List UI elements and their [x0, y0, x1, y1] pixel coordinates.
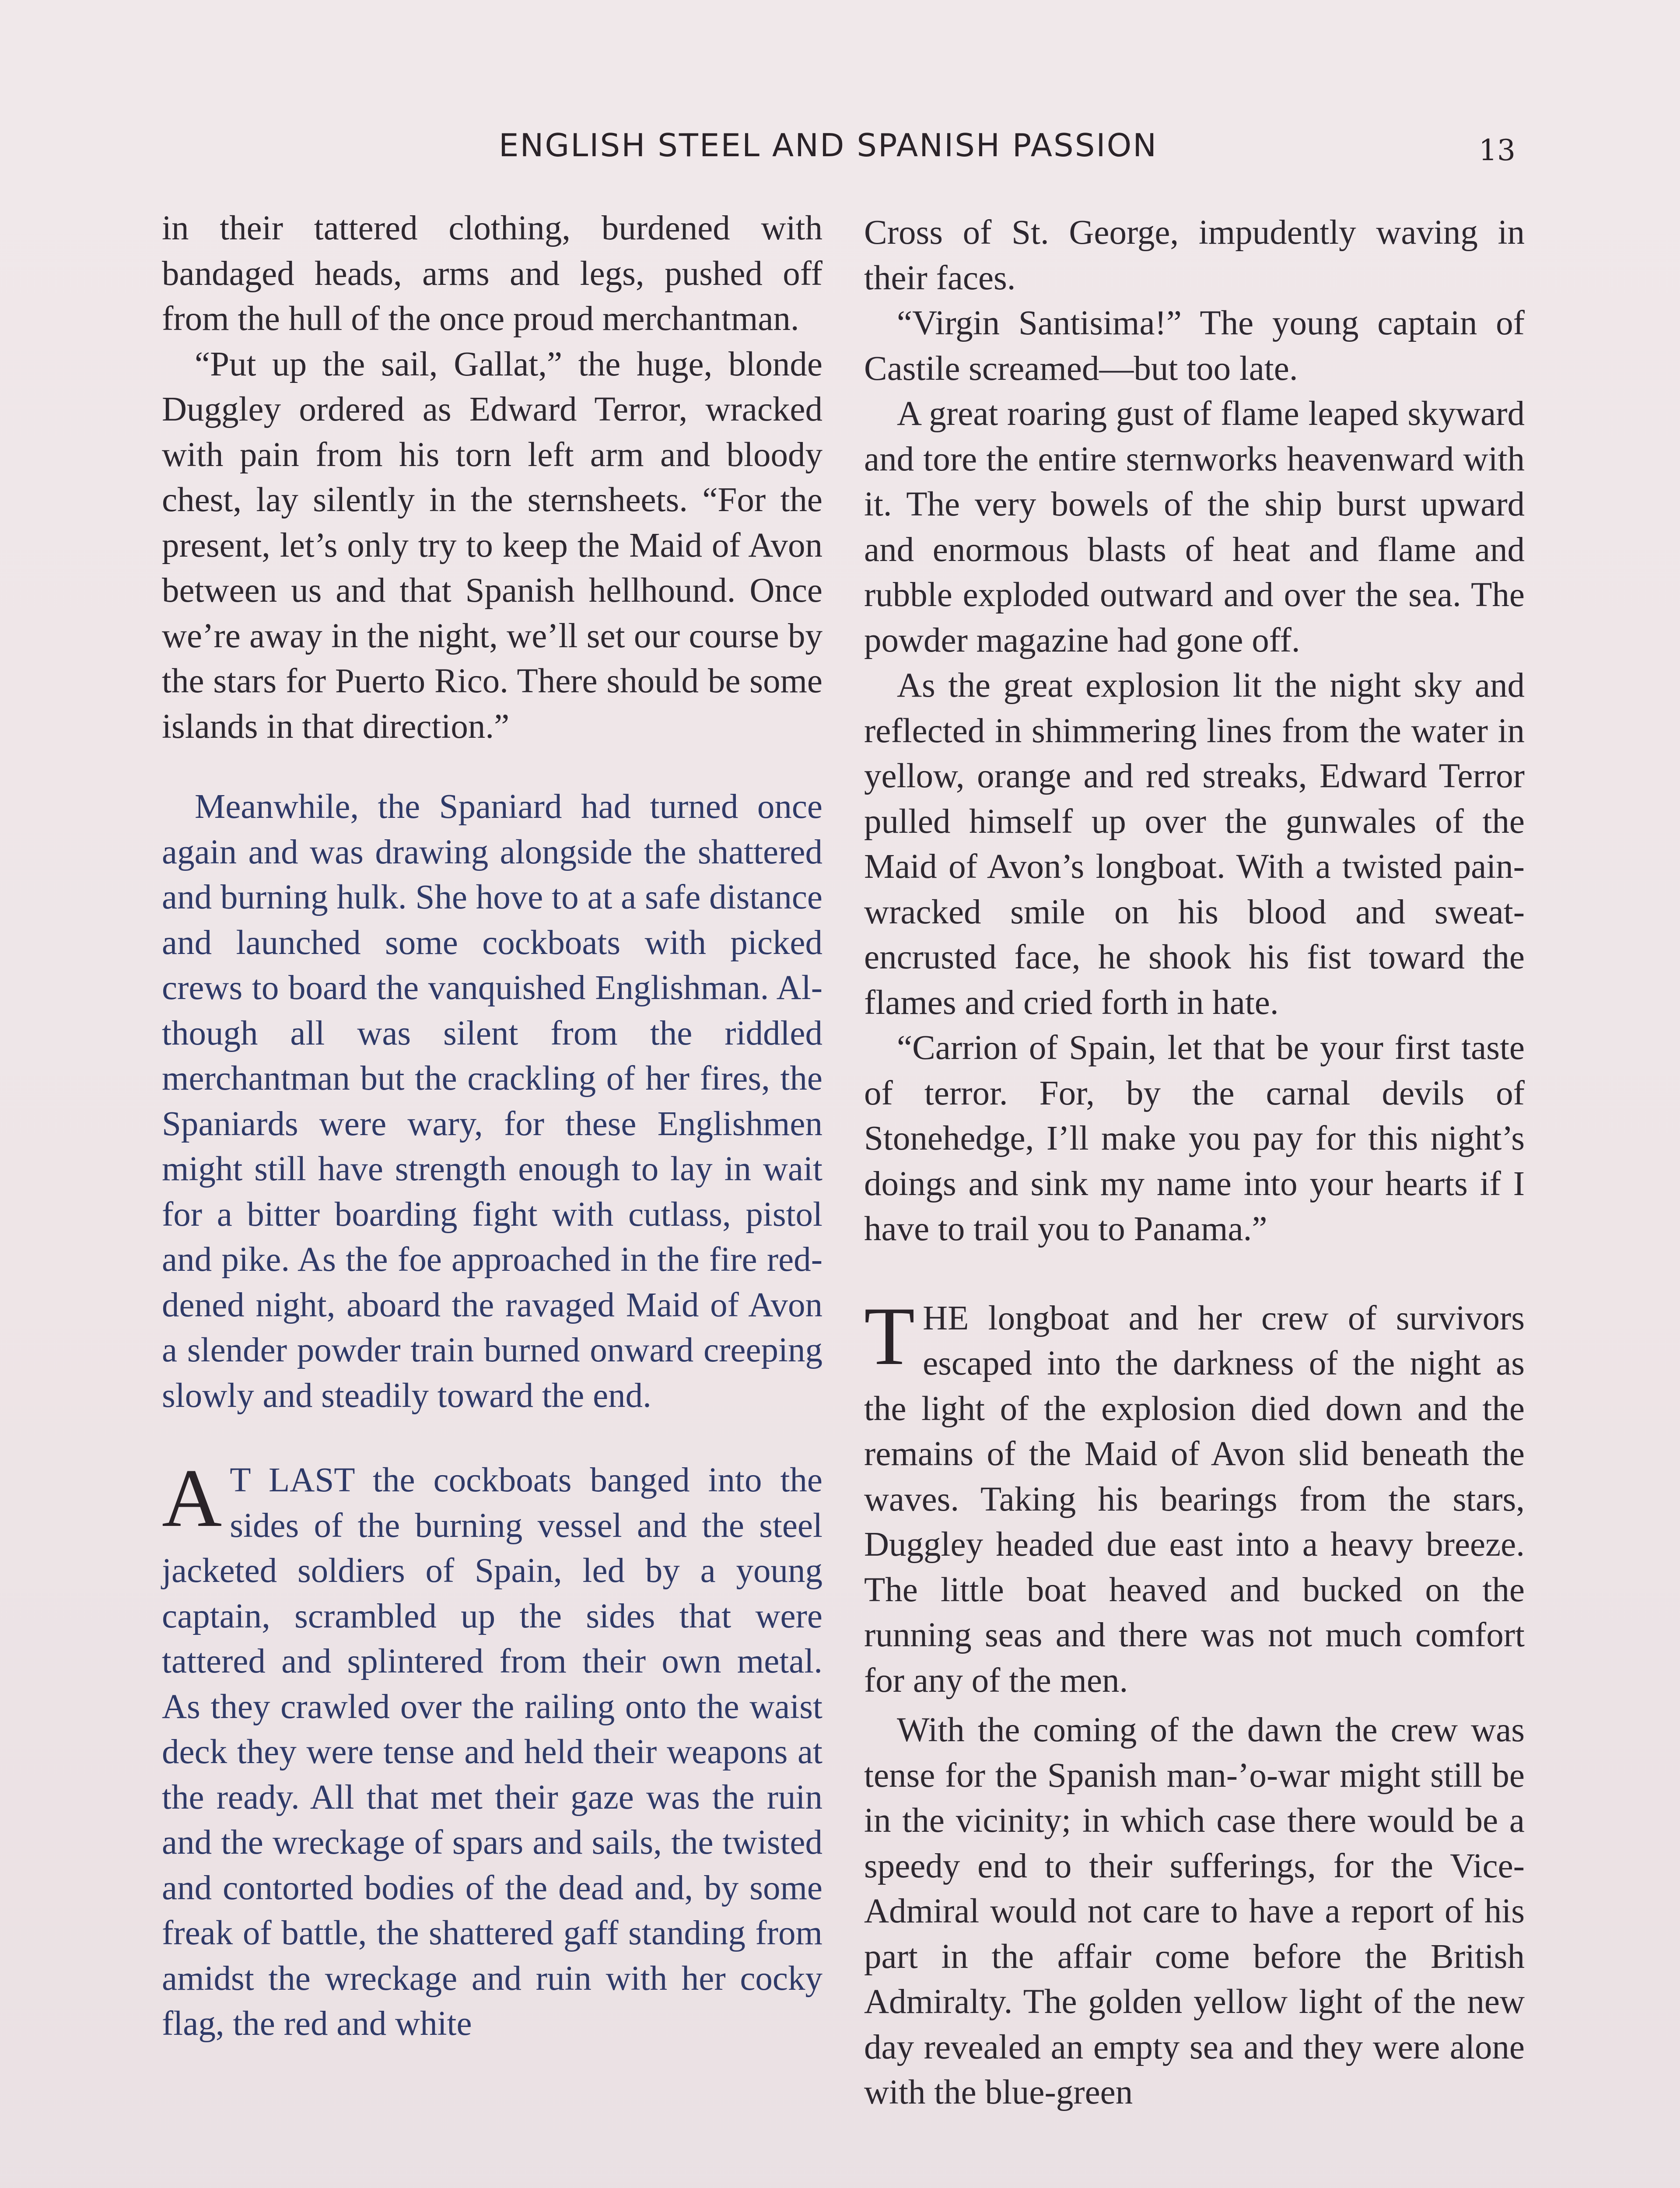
paragraph: “Put up the sail, Gallat,” the huge, blonde Duggley ordered as Edward Terror, wracked with pain from his torn left arm and bloody chest, lay silently in the sternsheets. “For the present, let’s only try to keep the Maid of Avon between us and that Spanish hellhound. Once we’re away in the night, we’ll set our course by the stars for Puerto Rico. There should be some islands in that direction.” — [162, 345, 822, 746]
paragraph: Cross of St. George, impudently waving in their faces. — [864, 214, 1525, 297]
drop-cap: A — [162, 1452, 222, 1544]
paragraph: “Carrion of Spain, let that be your first taste of terror. For, by the carnal devils of Stonehedge, I’ll make you pay for this night’s doings and sink my name into your hearts if I have to trail you to Panama.” — [864, 1029, 1525, 1248]
paragraph: As the great explosion lit the night sky and reflected in shimmering lines from the water in yellow, orange and red streaks, Edward Terror pulled himself up over the gunwales of the Maid of Avon’s longboat. With a twisted pain-wracked smile on his blood and sweat-encrusted face, he shook his fist toward the flames and cried forth in hate. — [864, 666, 1525, 1022]
left-column — [162, 206, 822, 2047]
running-header: ENGLISH STEEL AND SPANISH PASSION — [499, 127, 1158, 164]
paragraph-with-dropcap — [162, 1452, 822, 2047]
paragraph: A great roaring gust of flame leaped skyward and tore the entire sternworks heavenward with it. The very bowels of the ship burst upward and enormous blasts of heat and flame and rubble exploded outward and over the sea. The powder magazine had gone off. — [864, 395, 1525, 659]
paragraph-text: T LAST the cockboats banged into the sides of the burning vessel and the steel jacketed soldiers of Spain, led by a young captain, scrambled up the sides that were tattered and splintered from their own metal. As they crawled over the railing onto the waist deck they were tense and held their weapons at the ready. All that met their gaze was the ruin and the wreckage of spars and sails, the twisted and contorted bodies of the dead and, by some freak of battle, the shattered gaff standing from amidst the wreckage and ruin with her cocky flag, the red and white — [162, 1461, 822, 2043]
paragraph-with-dropcap — [864, 1290, 1525, 1704]
paragraph: in their tattered clothing, burdened with bandaged heads, arms and legs, pushed off from the hull of the once proud merchantman. — [162, 209, 822, 338]
paragraph-text: HE longboat and her crew of survivors escaped into the darkness of the night as the light of the explosion died down and the remains of the Maid of Avon slid beneath the waves. Taking his bearings from the stars, Duggley headed due east into a heavy breeze. The little boat heaved and bucked on the running seas and there was not much comfort for any of the men. — [864, 1299, 1525, 1700]
page-number: 13 — [1479, 133, 1516, 167]
right-column — [864, 210, 1525, 2115]
paragraph: “Virgin Santisima!” The young captain of Castile screamed—but too late. — [864, 304, 1525, 388]
paragraph: Meanwhile, the Spaniard had turned once again and was drawing alongside the shattered and burning hulk. She hove to at a safe distance and launched some cockboats with picked crews to board the vanquished Englishman. Although all was silent from the riddled merchantman but the crackling of her fires, the Spaniards were wary, for these Englishmen might still have strength enough to lay in wait for a bitter boarding fight with cutlass, pistol and pike. As the foe approached in the fire reddened night, aboard the ravaged Maid of Avon a slender powder train burned onward creeping slowly and steadily toward the end. — [162, 788, 822, 1415]
paragraph: With the coming of the dawn the crew was tense for the Spanish man-’o-war might still be in the vicinity; in which case there would be a speedy end to their sufferings, for the Vice-Admiral would not care to have a report of his part in the affair come before the British Admiralty. The golden yellow light of the new day revealed an empty sea and they were alone with the blue-green — [864, 1711, 1525, 2111]
drop-cap: T — [864, 1290, 915, 1382]
